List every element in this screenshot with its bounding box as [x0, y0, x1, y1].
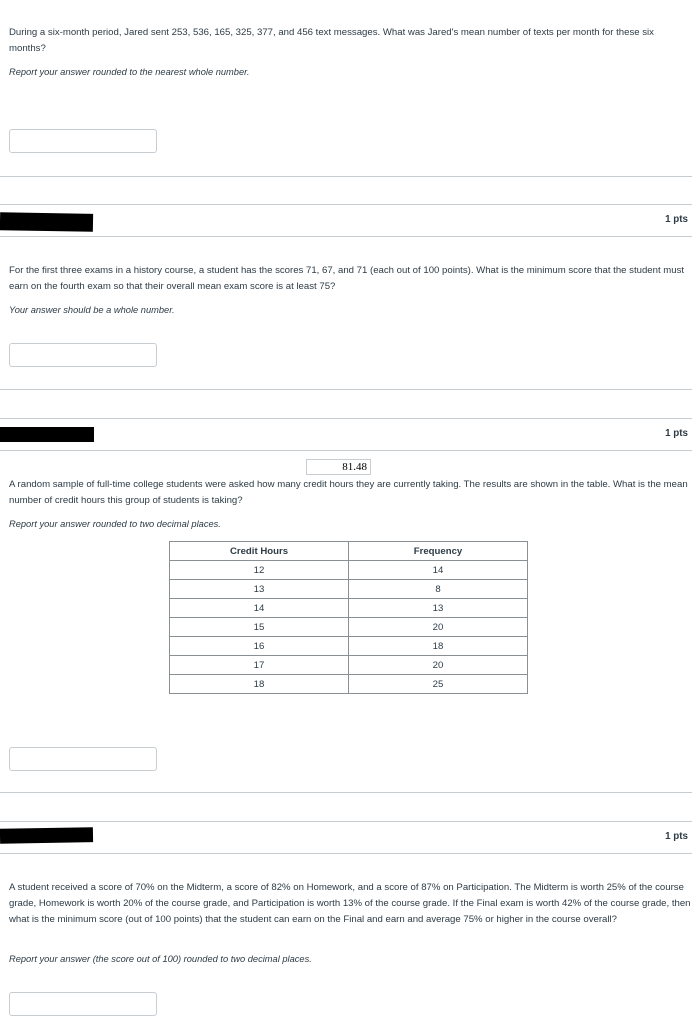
table-row: [170, 675, 528, 694]
q1-note: Report your answer rounded to the nearest whole number.: [9, 67, 250, 77]
q1-answer-input[interactable]: [9, 129, 157, 153]
q3-header: [0, 418, 692, 451]
divider: [0, 176, 692, 177]
table-header-credit-hours: Credit Hours: [170, 542, 349, 561]
q4-text: A student received a score of 70% on the Midterm, a score of 82% on Homework, and a score of 87% on Participation. The Midterm is worth 25% of the course grade, Homework is worth 20% of the course grade, and Participation is worth 13% of the course grade. If the Final exam is worth 42% of the course grade, then what is the minimum score (out of 100 points) that the student can earn on the Final and earn and average 75% or higher in the course overall?: [9, 882, 691, 925]
q4-answer-input[interactable]: [9, 992, 157, 1016]
table-cell: 12: [170, 561, 349, 580]
q4-points: 1 pts: [665, 831, 688, 842]
table-cell: 14: [349, 561, 528, 580]
divider: [0, 792, 692, 793]
table-cell: 18: [349, 637, 528, 656]
redacted-question-title: [0, 427, 94, 442]
q3-text: A random sample of full-time college students were asked how many credit hours they are currently taking. The results are shown in the table. What is the mean number of credit hours this group of students is taking?: [9, 479, 688, 506]
q3-note: Report your answer rounded to two decimal places.: [9, 519, 221, 529]
table-row: [170, 561, 528, 580]
q1-text: During a six-month period, Jared sent 253, 536, 165, 325, 377, and 456 text messages. What was Jared's mean number of texts per month for these six months?: [9, 27, 654, 54]
redacted-question-title: [0, 827, 93, 844]
table-row: [170, 580, 528, 599]
q2-answer-input[interactable]: [9, 343, 157, 367]
table-cell: 8: [349, 580, 528, 599]
q4-header: [0, 821, 692, 854]
table-row: [170, 637, 528, 656]
table-row: [170, 656, 528, 675]
table-cell: 18: [170, 675, 349, 694]
q2-text: For the first three exams in a history course, a student has the scores 71, 67, and 71 (each out of 100 points). What is the minimum score that the student must earn on the fourth exam so that their overall mean exam score is at least 75?: [9, 265, 685, 292]
q2-header: [0, 204, 692, 237]
table-cell: 17: [170, 656, 349, 675]
table-cell: 16: [170, 637, 349, 656]
table-row: [170, 618, 528, 637]
divider: [0, 389, 692, 390]
table-cell: 13: [349, 599, 528, 618]
q3-answer-input[interactable]: [9, 747, 157, 771]
credit-hours-table: [169, 541, 528, 694]
q2-points: 1 pts: [665, 214, 688, 225]
table-cell: 13: [170, 580, 349, 599]
table-cell: 15: [170, 618, 349, 637]
q2-note: Your answer should be a whole number.: [9, 305, 175, 315]
table-cell: 20: [349, 656, 528, 675]
q4-note: Report your answer (the score out of 100) rounded to two decimal places.: [9, 954, 312, 964]
table-header-frequency: Frequency: [349, 542, 528, 561]
overlay-number: 81.48: [306, 459, 371, 475]
table-row: [170, 599, 528, 618]
q3-points: 1 pts: [665, 428, 688, 439]
table-cell: 14: [170, 599, 349, 618]
table-cell: 20: [349, 618, 528, 637]
table-cell: 25: [349, 675, 528, 694]
redacted-question-title: [0, 212, 93, 232]
